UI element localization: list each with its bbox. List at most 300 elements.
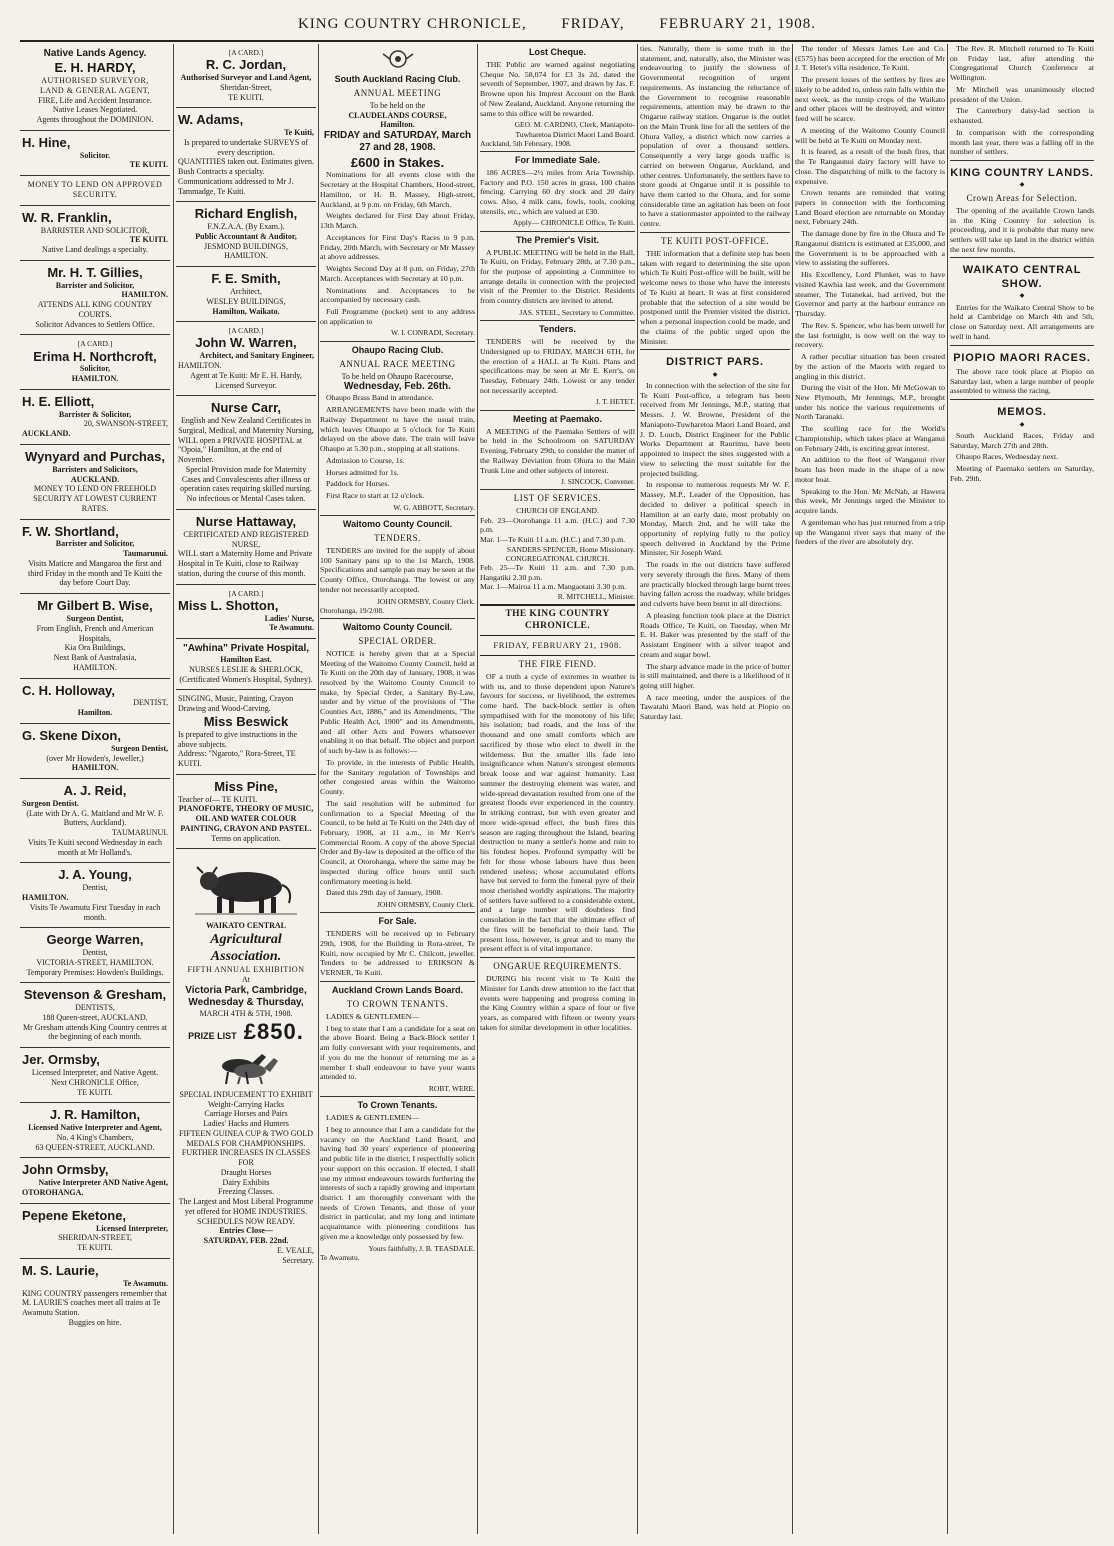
agri-prize <box>178 1019 314 1046</box>
ohaupo-line: Wednesday, Feb. 26th. <box>344 381 451 393</box>
ad-line: HAMILTON. <box>71 374 119 384</box>
pars-continued-2 <box>950 44 1094 157</box>
ohaupo-title: Ohaupo Racing Club. <box>351 344 444 355</box>
ad-line: 63 QUEEN-STREET, AUCKLAND. <box>35 1142 155 1152</box>
paragraph: In response to numerous requests Mr W. F. Massey, M.P., Leader of the Opposition, has decided to deliver a political speech in Hamilton at an early date, most probably on Monday, March 2nd, and he will take the opportunity of replying fully to the policy speech delivered in Auckland by the Prime Minister, Sir Joseph Ward. <box>640 480 790 558</box>
paragraph: Crown tenants are reminded that voting papers in connection with the forthcoming Land Board election are returnable on Monday next, February 24th. <box>795 188 945 227</box>
cheque-signature: GEO. M. CARDNO, Clerk, Maniapoto-Tuwharetoa District Maori Land Board. <box>514 120 635 139</box>
divider <box>640 232 790 233</box>
agri-at: At <box>242 975 250 985</box>
crest-icon <box>381 48 415 70</box>
agri-line: Ladies' Hacks and Hunters <box>203 1119 289 1129</box>
special-title: Waitomo County Council. <box>342 621 453 632</box>
agri-signature: E. VEALE, <box>277 1245 314 1255</box>
divider <box>320 981 475 982</box>
paragraph: The present losses of the settlers by fires are likely to be added to, unless rain falls within the next week, as the turnip crops of the Waikato and other places will be destroyed, and winter feed will be scarce. <box>795 75 945 124</box>
ad-line: Dentist, <box>82 883 108 893</box>
paragraph: The Rev. S. Spencer, who has been unwell for the last fortnight, is now well on the way to recovery. <box>795 320 945 350</box>
ad-line: TE KUITI. <box>129 235 168 245</box>
service-line: Feb. 25—Te Kuiti 11 a.m. and 7.30 p.m. Hangatiki 2.30 p.m. <box>480 562 635 582</box>
agri-line: Draught Horses <box>220 1167 272 1177</box>
ad-name: Nurse Hattaway, <box>195 513 297 529</box>
ornament-icon: ◆ <box>1019 182 1025 189</box>
column-3 <box>320 44 475 1534</box>
special-subtitle: SPECIAL ORDER. <box>358 635 437 646</box>
agri-entries-date: SATURDAY, FEB. 22nd. <box>203 1236 289 1246</box>
ad-line: Temporary Premises: Howden's Buildings. <box>26 967 164 977</box>
waitomo-body <box>320 546 475 595</box>
paragraph: The damage done by fire in the Ohura and Te Rangaunui districts is estimated at £35,000, and the Government is to be approached with a view to assisting the sufferers. <box>795 229 945 268</box>
agri-venue: Victoria Park, Cambridge, Wednesday & Thursday, <box>185 984 307 1009</box>
ad-line: 20, SWANSON-STREET, <box>83 419 168 429</box>
waitomo-date: Otorohanga, 19/2/08. <box>320 605 384 615</box>
ad-line: Special Provision made for Maternity Cases and Convalescents after illness or operation cases requiring skilled nursing. <box>180 464 312 494</box>
ad-line: No infectious or Mental Cases taken. <box>186 494 306 504</box>
ad-name: F. E. Smith, <box>211 271 281 287</box>
agri-title: Agricultural Association. <box>210 932 282 965</box>
service-line: Mar. 1—Mairoa 11 a.m. Mangaotani 3.30 p.m. <box>480 582 627 592</box>
ad-line: AUTHORISED SURVEYOR, <box>41 76 149 86</box>
ad-name: H. E. Elliott, <box>22 393 95 409</box>
ad-line: English and New Zealand Certificates in Surgical, Medical, and Maternity Nursing, <box>178 416 314 435</box>
ad-card: [A CARD.] <box>77 339 113 349</box>
ad-shotton <box>176 585 316 640</box>
paragraph: DURING his recent visit to Te Kuiti the Minister for Lands drew attention to the fact that events were happening and progress coming in the King Country within a space of four or five years, as compared with fifteen or twenty years taken for similar development in other localities. <box>480 974 635 1032</box>
cheque-date: Auckland, 5th February, 1908. <box>480 138 572 148</box>
ad-name: A. J. Reid, <box>63 783 127 799</box>
ad-line: TAUMARUNUI. <box>111 828 168 838</box>
ad-line: WILL open a PRIVATE HOSPITAL at "Opoia," Hamilton, at the end of November. <box>178 435 303 465</box>
racing-body <box>320 170 475 326</box>
agri-role: Secretary. <box>282 1255 314 1265</box>
ohaupo-subtitle: ANNUAL RACE MEETING <box>339 358 456 369</box>
ad-title: Native Lands Agency. <box>43 48 147 59</box>
ad-name: E. H. HARDY, <box>54 60 136 76</box>
special-body <box>320 649 475 898</box>
paragraph: The sharp advance made in the price of butter is still maintained, and there is a likelihood of it going still higher. <box>640 661 790 691</box>
paragraph: LADIES & GENTLEMEN— <box>326 1011 420 1021</box>
ad-name: "Awhina" Private Hospital, <box>183 643 309 655</box>
agri-line: Dairy Exhibits <box>222 1177 270 1187</box>
ad-line: (Certificated Women's Hospital, Sydney). <box>179 674 313 684</box>
column-6 <box>795 44 945 1534</box>
ad-name: Wynyard and Purchas, <box>25 448 165 464</box>
column-rule <box>318 44 319 1534</box>
premier-title: The Premier's Visit. <box>515 234 599 245</box>
services-body <box>480 516 635 545</box>
ad-jordan <box>176 44 316 108</box>
ad-line: Visits Te Kuiti second Wednesday in each month at Mr Holland's. <box>28 837 162 857</box>
ad-name: Mr Gilbert B. Wise, <box>37 598 153 614</box>
special-signature: JOHN ORMSBY, County Clerk. <box>376 900 475 910</box>
ad-wise <box>20 594 170 678</box>
paragraph: The above race took place at Piopio on Saturday last, when a large number of people assembled to witness the racing. <box>950 366 1094 396</box>
crown-signature: ROBT. WERE. <box>428 1083 475 1093</box>
crown2-signature: Yours faithfully, J. B. TEASDALE. <box>368 1243 475 1253</box>
agri-dates: MARCH 4TH & 5TH, 1908. <box>199 1009 293 1019</box>
divider <box>320 515 475 516</box>
ad-nurse-carr <box>176 396 316 510</box>
paragraph: Mr Mitchell was unanimously elected president of the Union. <box>950 84 1094 104</box>
paragraph: The said resolution will be submitted for confirmation to a Special Meeting of the Council, to be held at Te Kuiti on the 24th day of February, 1908, at 11 a.m., in Mr Kerr's Commercial Room. A copy of the above Special Order and By-law is deposited at the office of the Council, at Otorohanga, where the same may be inspected during office hours until such confirmatory meeting is held. <box>320 798 475 886</box>
ad-line: DENTISTS, <box>75 1003 115 1013</box>
agri-line: SPECIAL INDUCEMENT TO EXHIBIT <box>179 1089 313 1099</box>
postoffice-body <box>640 249 790 346</box>
ad-line: DENTIST, <box>133 698 168 708</box>
ad-laurie <box>20 1259 170 1333</box>
ad-line: Surgeon Dentist, <box>111 743 168 753</box>
ad-line: JESMOND BUILDINGS, <box>203 241 288 251</box>
divider <box>950 257 1094 258</box>
ad-gillies <box>20 261 170 336</box>
ohaupo-line: To be held on Ohaupo Racecourse, <box>341 371 454 381</box>
ad-line: Public Accountant & Auditor, <box>195 231 297 241</box>
agri-line: SCHEDULES NOW READY. <box>197 1216 295 1226</box>
ad-line: WESLEY BUILDINGS, <box>206 296 286 306</box>
paragraph: Entries for the Waikato Central Show to be held at Cambridge on March 4th and 5th, close on Saturday next. All arrangements are well in hand. <box>950 302 1094 341</box>
ad-name: F. W. Shortland, <box>22 523 119 539</box>
crown2-body <box>320 1113 475 1242</box>
ad-agricultural <box>176 849 316 1270</box>
ad-warren-architect <box>176 322 316 396</box>
piopio-title: PIOPIO MAORI RACES. <box>953 351 1091 364</box>
paragraph: A meeting of the Waitomo County Council will be held at Te Kuiti on Monday next. <box>795 125 945 145</box>
ad-line: Barrister & Solicitor, <box>58 409 132 419</box>
memos-body <box>950 431 1094 484</box>
paragraph: TENDERS are invited for the supply of about 100 Sanitary pans up to the 1st March, 1908. Specifications and sample pan may be seen at the County Office, Otorohanga. The lowest or any tender not necessarily accepted. <box>320 545 475 594</box>
ad-line: OTOROHANGA. <box>22 1188 84 1198</box>
crown2-place: Te Awamutu. <box>320 1252 360 1262</box>
divider <box>480 231 635 232</box>
paragraph: A gentleman who has just returned from a trip up the Wanganui river says that many of the feeders of the river are absolutely dry. <box>795 517 945 547</box>
ad-line: TE KUITI. <box>77 1087 113 1097</box>
sale-title: For Immediate Sale. <box>514 154 601 165</box>
horses-engraving <box>206 1050 286 1086</box>
masthead-date: FEBRUARY 21, 1908. <box>659 16 817 32</box>
ad-name: Richard English, <box>194 206 298 222</box>
ad-line: Taumarunui. <box>123 549 168 559</box>
ohaupo-signature: W. G. ABBOTT, Secretary. <box>393 502 475 512</box>
ad-line: HAMILTON. <box>73 662 117 672</box>
ad-line: ATTENDS ALL KING COUNTRY COURTS. <box>37 300 153 319</box>
ad-line: Architect, and Sanitary Engineer, <box>199 351 314 361</box>
ongarue-continued <box>640 44 790 229</box>
racing-line: CLAUDELANDS COURSE, <box>348 110 447 120</box>
forsale-title: For Sale. <box>378 916 417 927</box>
column-rule <box>477 44 478 1534</box>
ad-beswick <box>176 690 316 774</box>
ad-line: HAMILTON. <box>121 290 168 300</box>
column-4 <box>480 44 635 1534</box>
ad-warren-dentist <box>20 928 170 983</box>
tenders-body <box>480 337 635 395</box>
divider <box>320 1096 475 1097</box>
divider <box>480 410 635 411</box>
paragraph: THE Public are warned against negotiating Cheque No. 58,074 for £3 3s 2d, dated the seventh of September, 1907, and drawn by Jas. F. Browne upon his Imprest Account on the Bank of New Zealand, Auckland. Anyone returning the same to this office will be rewarded. <box>480 59 635 118</box>
ad-line: SHERIDAN-STREET, <box>58 1233 132 1243</box>
paragraph: THE information that a definite step has been taken with regard to determining the site upon which Te Kuiti Post-office will be built, will be welcome news to those who have the interests of Te Kuiti at heart. It was at first considered probable that the selection of a site would be postponed until the Premier visited the district, when a personal inspection could be made, and the claims of the public urged upon the Minister. <box>640 248 790 346</box>
ad-line: NURSES LESLIE & SHERLOCK, <box>189 664 303 674</box>
paragraph: To provide, in the interests of Public Health, for the Sanitary regulation of Townships and other congested areas within the Waitomo County. <box>320 757 475 797</box>
paragraph: The sculling race for the World's Championship, which takes place at Wanganui on February 24th, is exciting great interest. <box>795 424 945 453</box>
services-signature: SANDERS SPENCER, Home Missionary. <box>506 544 635 554</box>
divider <box>320 912 475 913</box>
ad-line: Sheridan-Street, <box>220 82 272 92</box>
ad-line: Surgeon Dentist. <box>22 798 79 808</box>
paragraph: Nominations and Acceptances to be accompanied by necessary cash. <box>320 285 475 305</box>
service-line: Mar. 1—Te Kuiti 11 a.m. (H.C.) and 7.30 p.m. <box>480 534 626 544</box>
ongarue-body <box>480 974 635 1032</box>
paragraph: First Race to start at 12 o'clock. <box>326 491 425 501</box>
ad-line: Licensed Native Interpreter and Agent, <box>28 1123 162 1133</box>
premier-signature: JAS. STEEL, Secretary to Committee. <box>519 307 635 317</box>
ad-line: TE KUITI. <box>228 92 264 102</box>
tenders-signature: J. T. HETET. <box>595 397 635 407</box>
ad-holloway <box>20 679 170 724</box>
paragraph: A pleasing function took place at the District Roads Office, Te Kuiti, on Tuesday, when Mr E. H. Baker was presented by the staff of the Assistant Engineer with a silver teapot and cream and sugar bowl. <box>640 610 790 659</box>
agri-prize-amount: £850. <box>243 1018 304 1044</box>
paragraph: A MEETING of the Paemako Settlers of will be held in the Schoolroom on SATURDAY Evening, February 29th, to consider the matter of the Railway Deviation from Ohura to the Main Trunk Line and other subjects of interest. <box>480 426 635 475</box>
forsale-body <box>320 929 475 978</box>
services-signature-2: R. MITCHELL, Minister. <box>557 592 635 602</box>
ad-line: BARRISTER AND SOLICITOR, <box>40 225 150 235</box>
paragraph: The tender of Messrs James Lee and Co. (£575) has been accepted for the erection of Mr J. T. Hetet's villa residence, Te Kuiti. <box>795 44 945 73</box>
waitomo-signature: JOHN ORMSBY, County Clerk. <box>376 596 475 606</box>
agri-line: Carriage Horses and Pairs <box>204 1109 288 1119</box>
column-rule <box>173 44 174 1534</box>
ad-line: MONEY TO LEND ON FREEHOLD SECURITY AT LOWEST CURRENT RATES. <box>33 484 157 513</box>
ad-line: Dentist, <box>82 948 108 958</box>
paper-banner: THE KING COUNTRY CHRONICLE. <box>480 604 635 636</box>
tenders-title: Tenders. <box>539 324 576 335</box>
ad-line: From English, French and American Hospitals, <box>36 623 154 643</box>
column-rule <box>947 44 948 1534</box>
paragraph: Weights Second Day at 8 p.m. on Friday, 27th March. Acceptances with Secretary at 10 p.m. <box>320 264 475 283</box>
crown-body <box>320 1012 475 1082</box>
ad-line: Mr Gresham attends King Country centres at the beginning of each month. <box>23 1022 167 1042</box>
services-body-2 <box>480 563 635 592</box>
paragraph: It is feared, as a result of the bush fires, that the Te Rangaunui dairy factory will have to close. The dispatching of milk to the factory is expensive. <box>795 147 945 186</box>
agri-line: The Largest and Most Liberal Programme yet offered for HOME INDUSTRIES. <box>178 1197 314 1216</box>
ad-line: Address: "Ngaroto," Rora-Street, TE KUITI. <box>178 749 296 769</box>
paragraph: 186 ACRES—2½ miles from Aria Township. Factory and P.O. 150 acres in grass, 100 chains fencing. Carrying 60 dry stock and 20 dairy cows. Also, 4 milk cans, fowls, tools, cooking utensils, etc., which are valued at £30. <box>480 167 635 216</box>
divider <box>480 151 635 152</box>
paragraph: The opening of the available Crown lands in the King Country for selection is proceeding, and it is probable that many new settlers will take up land in the district within the next few months. <box>950 205 1094 254</box>
ad-line: Visits Te Awamutu First Tuesday in each month. <box>29 902 161 922</box>
paragraph: Meeting of Paemako settlers on Saturday, Feb. 29th. <box>950 464 1094 483</box>
paragraph: Paddock for Horses. <box>326 479 390 489</box>
divider <box>950 160 1094 161</box>
ad-line: Te Awamutu. <box>269 623 314 633</box>
column-1 <box>20 44 170 1534</box>
divider <box>320 341 475 342</box>
ad-eketone <box>20 1204 170 1259</box>
ornament-icon: ◆ <box>1019 421 1025 428</box>
ad-name: W. Adams, <box>178 112 244 128</box>
ad-adams <box>176 108 316 202</box>
lands-subtitle: Crown Areas for Selection. <box>966 192 1078 203</box>
ad-hamilton-jr <box>20 1103 170 1158</box>
show-body <box>950 303 1094 342</box>
ad-stevenson <box>20 983 170 1048</box>
ad-line: Solicitor. <box>79 150 111 160</box>
agri-line: Weight-Carrying Hacks <box>208 1099 284 1109</box>
ad-pine <box>176 775 316 850</box>
ad-jer-ormsby <box>20 1048 170 1103</box>
ad-wynyard <box>20 445 170 520</box>
ad-line: Te Awamutu. <box>123 1278 168 1288</box>
ad-line: Barrister and Solicitor, <box>55 280 135 290</box>
ad-line: Licensed Interpreter, and Native Agent. <box>31 1068 159 1078</box>
paragraph: Speaking to the Hon. Mr McNab, at Hawera this week, Mr Jennings urged the Minister to acquire lands. <box>795 486 945 516</box>
crown2-title: To Crown Tenants. <box>357 1100 438 1111</box>
ad-line: FIRE, Life and Accident Insurance. <box>38 95 152 105</box>
ad-line: KING COUNTRY passengers remember that M. LAURIE'S coaches meet all trains at Te Awamutu Station. <box>22 1288 168 1318</box>
ad-nurse-hattaway <box>176 510 316 585</box>
ad-line: Next CHRONICLE Office, <box>51 1077 139 1087</box>
ad-awhina <box>176 639 316 690</box>
memos-title: MEMOS. <box>997 406 1047 419</box>
ad-franklin <box>20 206 170 261</box>
paragraph: Nominations for all events close with the Secretary at the Hospital Chambers, Hood-street, Hamilton, or H. B. Massey, High-street, Auckland, at 9 p.m. on Friday, 6th March. <box>320 170 475 209</box>
ad-line: SINGING, Music, Painting, Crayon Drawing and Wood-Carving. <box>178 694 294 714</box>
ad-line: (over Mr Howden's, Jeweller,) <box>46 753 144 763</box>
masthead-day: FRIDAY, <box>561 16 625 32</box>
ad-shortland <box>20 520 170 595</box>
ad-line: Is prepared to undertake SURVEYS of every description. <box>184 137 308 157</box>
racing-dates: FRIDAY and SATURDAY, March 27 and 28, 1908. <box>323 130 472 154</box>
column-rule <box>637 44 638 1534</box>
ad-line: Native Land dealings a specialty. <box>42 245 148 255</box>
racing-title: South Auckland Racing Club. <box>334 74 461 84</box>
ad-line: Visits Maticre and Mangaroa the first and third Friday in the month and Te Kuiti the day before Court Day. <box>28 558 162 588</box>
ad-smith <box>176 267 316 322</box>
ornament-icon: ◆ <box>712 371 718 378</box>
column-7 <box>950 44 1094 1534</box>
ad-line: Terms on application. <box>211 833 281 843</box>
paragraph: Full Programme (pocket) sent to any address on application to <box>320 306 475 326</box>
service-line: Feb. 23—Otorohanga 11 a.m. (H.C.) and 7.30 p.m. <box>480 515 635 535</box>
meeting-body <box>480 427 635 476</box>
ad-name: Erima H. Northcroft, <box>33 348 157 364</box>
ad-line: Is prepared to give instructions in the above subjects. <box>178 729 298 749</box>
premier-body <box>480 248 635 306</box>
masthead-rule <box>20 40 1094 42</box>
paragraph: OF a truth a cycle of extremes in weather is with us, and to those dependent upon Nature's favours for success, or livelihood, the extremes come hard. The back-block settler is often sympathised with for the monotony of his life; his isolation; bad roads, and the loss of the thousand and one small comforts which are sacrificed by those who elect to dwell in the wilderness. But the smaller ills fade into insignificance when Nature's strongest elements break loose and war against humanity. Last summer the destroying element was water, and wide-spread devastation resulted from one of the greatest floods ever experienced in the country. In striking contrast, but with even greater and more wide-spread effect, the bush fires this season are raging throughout the Island, bearing destruction to many a settler's home and ruin to his fondest hopes. Profound sympathy will be felt for those whose labours have thus been rendered useless; whose accumulated efforts have but served to form the funeral pyre of their most cherished worldly aspirations. The majority of settlers have suffered to a considerable extent, and a large number will doubtless find consolation in the fact that the ultimate effect of the fires will be beneficial to their land. The present loss, however, is great and to many the present effect is of vital importance. <box>480 671 635 954</box>
paragraph: Ohaupo Races, Wednesday next. <box>956 452 1059 462</box>
ad-line: HAMILTON. <box>71 763 119 773</box>
meeting-title: Meeting at Paemako. <box>512 413 603 424</box>
racing-line: Hamilton. <box>380 120 415 130</box>
divider <box>320 618 475 619</box>
paragraph: The Rev. R. Mitchell returned to Te Kuiti on Friday last, after attending the Congregational Church Conference at Wellington. <box>950 44 1094 83</box>
fire-body <box>480 672 635 954</box>
divider <box>480 489 635 490</box>
cheque-title: Lost Cheque. <box>528 47 586 57</box>
cheque-body <box>480 60 635 118</box>
ad-name: George Warren, <box>46 932 144 948</box>
waitomo-title: Waitomo County Council. <box>342 518 453 529</box>
ad-line: Solicitor Advances to Settlers Office. <box>35 319 155 329</box>
racing-signature: W. I. CONRADI, Secretary. <box>390 328 475 338</box>
paragraph: An addition to the fleet of Wanganui river boats has been made in the shape of a new motor boat. <box>795 455 945 484</box>
ad-line: QUANTITIES taken out. Estimates given. Bush Contracts a specialty. Communications addressed to Mr J. Tammadge, Te Kuiti. <box>178 157 314 196</box>
paragraph: In connection with the selection of the site for Te Kuiti Post-office, a telegram has been received from Mr Jennings, M.P., stating that Messrs. J. W. Browne, President of the Maniapoto-Tuwharetoa Maori Land Board, and J. D. Louch, District Engineer for the Public Works Department at Raurimu, have been appointed to inspect the sites suggested with a view to selecting the most suitable for the projected building. <box>640 380 790 478</box>
paragraph: A race meeting, under the auspices of the Tawatahi Maori Band, was held at Piopio on Saturday last. <box>640 692 790 722</box>
ad-john-ormsby <box>20 1158 170 1203</box>
ad-name: J. A. Young, <box>58 867 132 883</box>
ad-line: CERTIFICATED AND REGISTERED NURSE, <box>183 529 309 549</box>
sale-signature: Apply— CHRONICLE Office, Te Kuiti. <box>512 218 635 228</box>
crown-subtitle: TO CROWN TENANTS. <box>346 998 449 1009</box>
agri-caption: WAIKATO CENTRAL <box>206 921 286 931</box>
ad-line: Surgeon Dentist, <box>66 614 124 624</box>
ohaupo-block <box>320 372 475 394</box>
divider <box>480 957 635 958</box>
ornament-icon: ◆ <box>1019 293 1025 300</box>
ad-line: Hamilton. <box>77 708 113 718</box>
ad-name: Miss Beswick <box>203 713 289 729</box>
paragraph: A rather peculiar situation has been created by the action of the Maoris with regard to angling in this district. <box>795 352 945 381</box>
paragraph: LADIES & GENTLEMEN— <box>326 1113 420 1123</box>
ad-line: MONEY TO LEND ON APPROVED SECURITY. <box>27 180 163 199</box>
paragraph: I beg to announce that I am a candidate for the vacancy on the Auckland Land Board, and having had 30 years' experience of pioneering and public life in the district, I respectfully solicit your support on this occasion. If elected, I shall use my utmost endeavours towards furthering the interests of such a rapidly growing and important district. I am thoroughly conversant with the needs of Crown Tenants, and those of your district in particular, and my long and intimate acquaintance with pioneering conditions has given me a knowledge only possessed by few. <box>320 1124 475 1241</box>
ad-line: HAMILTON. <box>178 361 222 371</box>
ad-line: HAMILTON. <box>22 893 69 902</box>
ad-name: John Ormsby, <box>22 1162 109 1178</box>
ad-line: Hamilton, Waikato. <box>212 306 280 316</box>
ad-young <box>20 863 170 928</box>
ad-line: Te Kuiti, <box>284 128 314 138</box>
ad-dixon <box>20 724 170 779</box>
ohaupo-body <box>320 393 475 500</box>
ad-card: [A CARD.] <box>228 588 264 598</box>
ad-line: Ladies' Nurse, <box>264 613 314 623</box>
ad-line: AUCKLAND. <box>22 429 71 439</box>
ad-name: H. Hine, <box>22 134 71 150</box>
ad-line: Barristers and Solicitors, <box>52 464 138 474</box>
paragraph: TENDERS will be received up to February 29th, 1908, for the Building in Rora-street, Te Kuiti, now occupied by Mr C. Chilcott, jeweller. Tenders to be addressed to ERIKSON & VERNER, Te Kuiti. <box>320 929 475 978</box>
ad-line: AUCKLAND. <box>70 474 120 484</box>
fire-title: THE FIRE FIEND. <box>518 658 597 669</box>
paragraph: In comparison with the corresponding month last year, there was a falling off in the number of settlers. <box>950 127 1094 157</box>
ad-line: Next Bank of Australasia, <box>53 653 137 663</box>
ad-name: R. C. Jordan, <box>205 57 287 73</box>
agri-line: Freezing Classes. <box>218 1187 274 1197</box>
ad-name: Jer. Ormsby, <box>22 1052 100 1068</box>
ad-name: Miss Pine, <box>214 778 278 794</box>
paragraph: During the visit of the Hon. Mr McGowan to New Plymouth, Mr Jennings, M.P., brought under his notice the various requirements of North Taranaki. <box>795 383 945 422</box>
column-5 <box>640 44 790 1534</box>
ad-line: No. 4 King's Chambers, <box>56 1132 134 1142</box>
lands-body <box>950 206 1094 255</box>
ad-hardy <box>20 44 170 131</box>
paper-dateline: FRIDAY, FEBRUARY 21, 1908. <box>480 636 635 655</box>
ad-name: G. Skene Dixon, <box>22 727 121 743</box>
piopio-body <box>950 367 1094 396</box>
ad-line: F.N.Z.A.A. (By Exam.). <box>207 222 285 232</box>
paragraph: Horses admitted for 1s. <box>326 467 399 477</box>
paragraph: NOTICE is hereby given that at a Special Meeting of the Waitomo County Council, held at Te Kuiti on the 20th day of January, 1908, it was resolved by the Waitomo County Council to make, by Special Order, a Sanitary By-Law, under and by virtue of the provisions of "The Counties Act, 1886," and its Amendments, "The Public Health Act, 1900" and its Amendments, and all other Acts and Powers whatsoever enabling it on that behalf. The object and purport of such by-law is as follows:— <box>320 648 475 756</box>
ad-name: Miss L. Shotton, <box>178 597 279 613</box>
agri-entries: Entries Close— <box>219 1226 273 1236</box>
masthead-paper: KING COUNTRY CHRONICLE, <box>297 16 527 32</box>
ad-name: John W. Warren, <box>195 335 297 351</box>
pars-body <box>640 381 790 722</box>
ad-card: [A CARD.] <box>228 48 264 57</box>
paragraph: South Auckland Races, Friday and Saturday, March 27th and 28th. <box>950 430 1094 450</box>
ad-name: Pepene Eketone, <box>22 1207 127 1223</box>
